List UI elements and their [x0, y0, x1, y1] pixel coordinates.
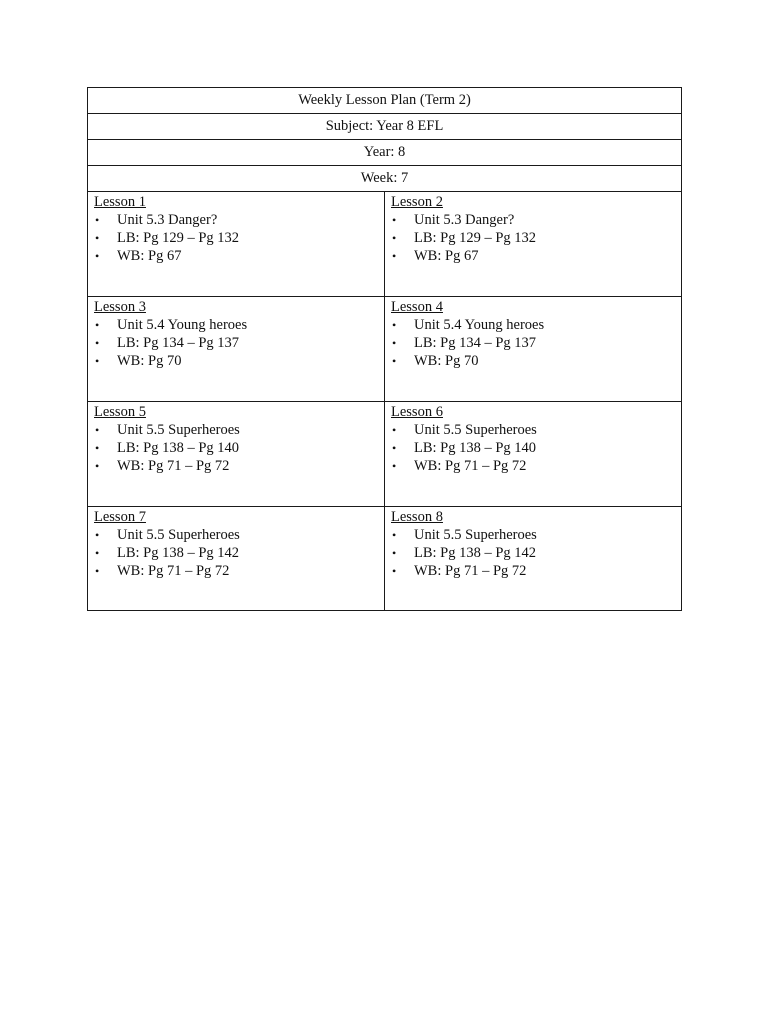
- lesson-title: Lesson 6: [391, 404, 443, 420]
- lesson-title: Lesson 1: [94, 194, 146, 210]
- list-item: • WB: Pg 67: [95, 248, 182, 264]
- subject-cell: [88, 114, 682, 140]
- list-item: • WB: Pg 67: [392, 248, 479, 264]
- subject-label: Subject: Year 8 EFL: [325, 118, 444, 134]
- bullet-icon: •: [392, 564, 397, 578]
- lesson-cell-4: [385, 297, 682, 402]
- plan-title-cell: [88, 88, 682, 114]
- bullet-icon: •: [392, 354, 397, 368]
- lesson-items: [391, 211, 675, 265]
- bullet-icon: •: [392, 546, 397, 560]
- lesson-title: Lesson 7: [94, 509, 146, 525]
- list-item: • Unit 5.3 Danger?: [392, 212, 515, 228]
- bullet-icon: •: [392, 459, 397, 473]
- lesson-cell-6: [385, 402, 682, 507]
- lesson-cell-7: [88, 507, 385, 611]
- list-item: • LB: Pg 138 – Pg 140: [392, 440, 537, 456]
- lesson-items: [94, 421, 378, 475]
- bullet-icon: •: [95, 231, 100, 245]
- lesson-items: [94, 316, 378, 370]
- list-item: • LB: Pg 129 – Pg 132: [392, 230, 537, 246]
- list-item: • WB: Pg 71 – Pg 72: [392, 458, 527, 474]
- lesson-title: Lesson 5: [94, 404, 146, 420]
- bullet-icon: •: [95, 459, 100, 473]
- lesson-items: [94, 526, 378, 580]
- lesson-plan-table: [87, 87, 682, 611]
- bullet-icon: •: [95, 564, 100, 578]
- list-item: • Unit 5.5 Superheroes: [95, 422, 240, 438]
- list-item: • WB: Pg 71 – Pg 72: [95, 563, 230, 579]
- bullet-icon: •: [95, 213, 100, 227]
- bullet-icon: •: [392, 231, 397, 245]
- lesson-title: Lesson 8: [391, 509, 443, 525]
- list-item: • Unit 5.4 Young heroes: [95, 317, 248, 333]
- list-item: • LB: Pg 138 – Pg 142: [392, 545, 537, 561]
- lesson-items: [391, 526, 675, 580]
- bullet-icon: •: [95, 318, 100, 332]
- lesson-title: Lesson 3: [94, 299, 146, 315]
- bullet-icon: •: [392, 423, 397, 437]
- bullet-icon: •: [392, 249, 397, 263]
- list-item: • Unit 5.5 Superheroes: [95, 527, 240, 543]
- list-item: • LB: Pg 134 – Pg 137: [392, 335, 537, 351]
- bullet-icon: •: [392, 318, 397, 332]
- year-label: Year: 8: [363, 144, 406, 160]
- bullet-icon: •: [95, 354, 100, 368]
- bullet-icon: •: [95, 249, 100, 263]
- list-item: • WB: Pg 70: [95, 353, 182, 369]
- lesson-items: [391, 421, 675, 475]
- lesson-cell-3: [88, 297, 385, 402]
- lesson-cell-2: [385, 192, 682, 297]
- list-item: • LB: Pg 129 – Pg 132: [95, 230, 240, 246]
- bullet-icon: •: [95, 546, 100, 560]
- list-item: • LB: Pg 138 – Pg 142: [95, 545, 240, 561]
- bullet-icon: •: [95, 336, 100, 350]
- lesson-cell-8: [385, 507, 682, 611]
- list-item: • WB: Pg 71 – Pg 72: [95, 458, 230, 474]
- bullet-icon: •: [392, 213, 397, 227]
- lesson-cell-1: [88, 192, 385, 297]
- list-item: • Unit 5.5 Superheroes: [392, 527, 537, 543]
- bullet-icon: •: [392, 528, 397, 542]
- lesson-title: Lesson 4: [391, 299, 443, 315]
- bullet-icon: •: [95, 528, 100, 542]
- list-item: • LB: Pg 138 – Pg 140: [95, 440, 240, 456]
- bullet-icon: •: [95, 441, 100, 455]
- bullet-icon: •: [95, 423, 100, 437]
- week-label: Week: 7: [360, 170, 409, 186]
- list-item: • LB: Pg 134 – Pg 137: [95, 335, 240, 351]
- bullet-icon: •: [392, 336, 397, 350]
- lesson-cell-5: [88, 402, 385, 507]
- lesson-items: [391, 316, 675, 370]
- list-item: • Unit 5.4 Young heroes: [392, 317, 545, 333]
- bullet-icon: •: [392, 441, 397, 455]
- week-cell: [88, 166, 682, 192]
- year-cell: [88, 140, 682, 166]
- lesson-items: [94, 211, 378, 265]
- list-item: • WB: Pg 71 – Pg 72: [392, 563, 527, 579]
- plan-title: Weekly Lesson Plan (Term 2): [298, 92, 471, 108]
- list-item: • Unit 5.3 Danger?: [95, 212, 218, 228]
- lesson-title: Lesson 2: [391, 194, 443, 210]
- list-item: • Unit 5.5 Superheroes: [392, 422, 537, 438]
- list-item: • WB: Pg 70: [392, 353, 479, 369]
